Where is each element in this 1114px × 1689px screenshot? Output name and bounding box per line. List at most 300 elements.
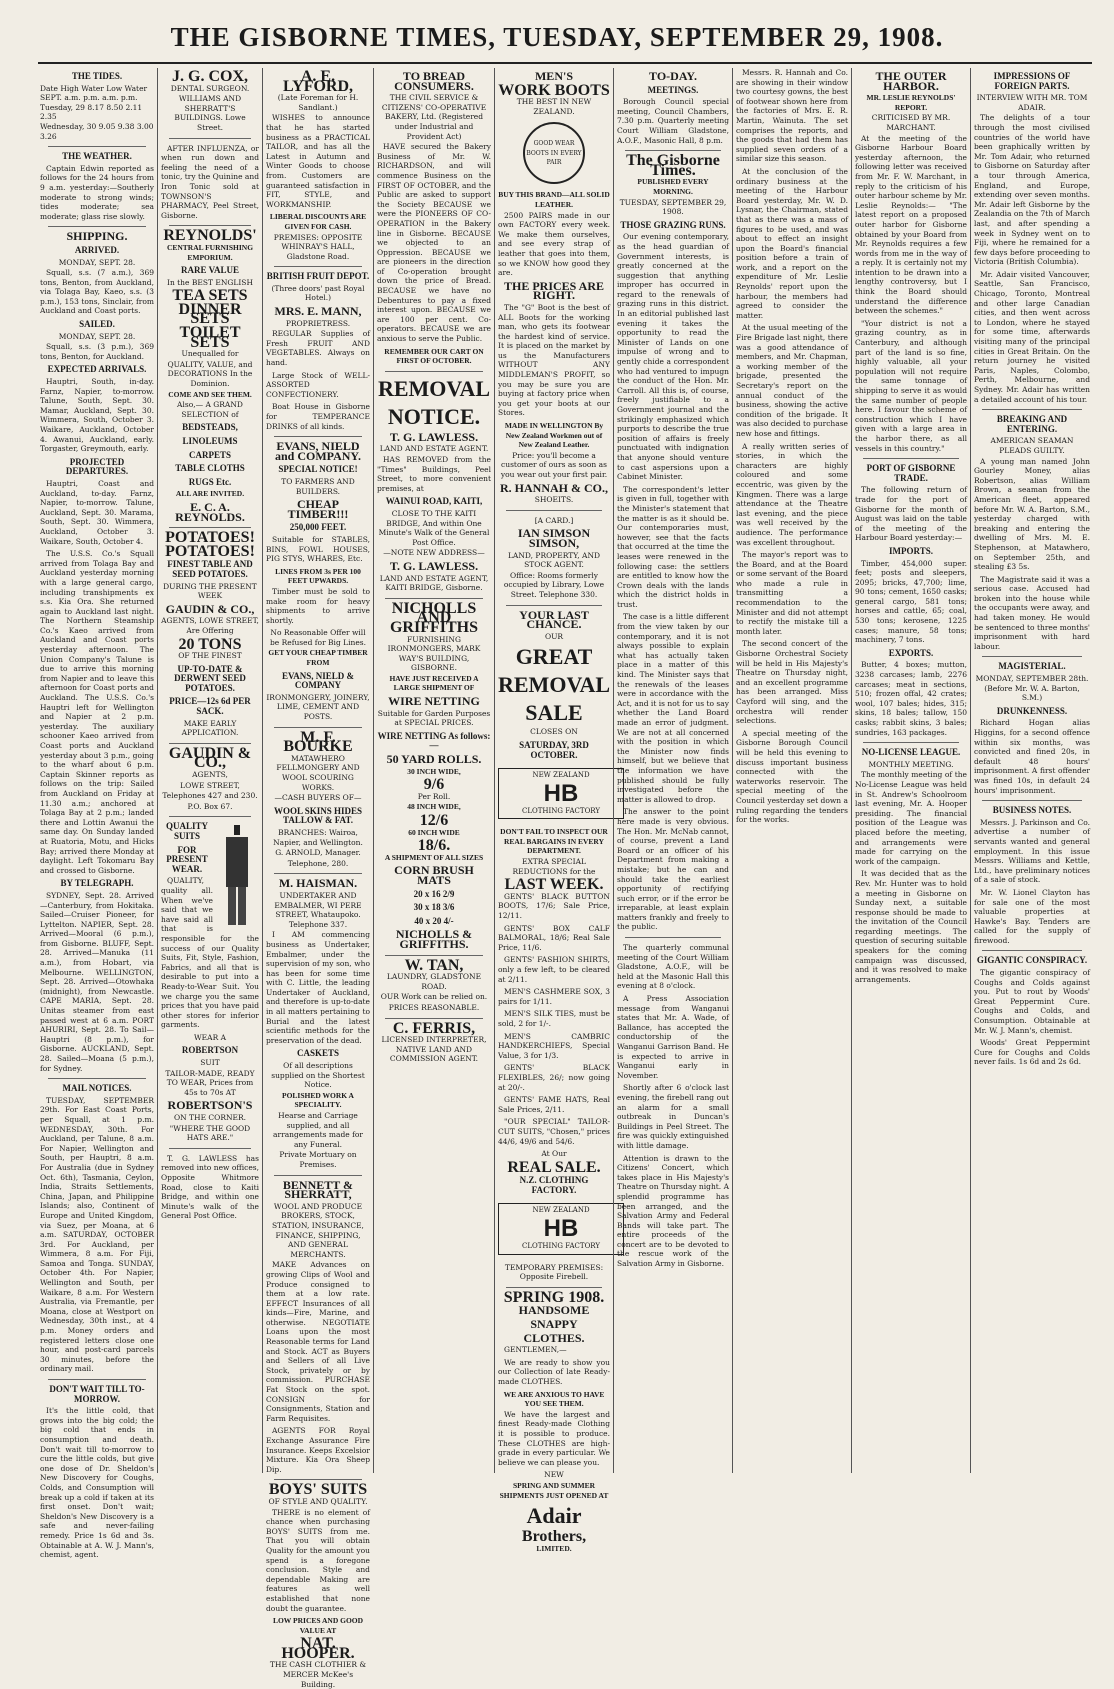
- badge-text: GOOD WEAR BOOTS IN EVERY PAIR: [526, 139, 582, 167]
- toilet-sets: TOILET SETS: [179, 324, 241, 351]
- closes-on: CLOSES ON: [530, 727, 578, 737]
- sale: SALE: [525, 700, 583, 726]
- nicholls-sub: FURNISHING IRONMONGERS, MARK WAY'S BUILDING, GISBORNE.: [387, 634, 481, 673]
- boys-text: THERE is no element of chance when purchasing BOYS' SUITS from me. That you will obtain Quality for the amount you spend is a foregone conclusion. Style and dependable Making are features as well established that none doubt the guarantee.: [266, 1507, 370, 1613]
- fruit-depot-sub: (Three doors' past Royal Hotel.): [271, 283, 365, 303]
- tides-row: SEPT. a.m. p.m. a.m. p.m.: [40, 93, 138, 103]
- projected-text: Hauptri, Coast and Auckland, to-day. Farnz, Napier, to-morrow. Talune, Auckland, Sept. 30. Marama, South, Sept. 30. Wimmera, Auckland, October 3. Waikare, South, October 4.: [40, 478, 154, 546]
- lyford-premises: PREMISES: OPPOSITE WHINRAY'S HALL, Gladstone Road.: [273, 232, 363, 261]
- sale-item: GENTS' BLACK BUTTON BOOTS, 17/6; Sale Price, 12/11.: [498, 891, 610, 921]
- laundry: LAUNDRY, GLADSTONE ROAD.: [386, 972, 482, 991]
- divider: [625, 937, 721, 938]
- descriptions: Of all descriptions supplied on the Shortest Notice.: [271, 1061, 365, 1090]
- breaking-text: A young man named John Gourley Money, alias Robertson, alias William Brown, a seaman from the American fleet, appeared before Mr. W. A. Barton, S.M., yesterday charged with breaking and entering the dwelling of Mrs. M. E. Stephenson, at Matawhero, on September 25th, and stealing £3 5s.: [974, 456, 1090, 572]
- breaking-text-2: The Magistrate said it was a serious case. Accused had broken into the house while the occupants were away, and had taken money. He would be sentenced to three months' imprisonment with hard labour.: [974, 574, 1090, 651]
- present-week: DURING THE PRESENT WEEK: [163, 581, 257, 601]
- quality-suits: QUALITY SUITS: [165, 821, 208, 841]
- tomorrow-heading: DON'T WAIT TILL TO-MORROW.: [49, 1384, 145, 1404]
- impressions-text-2: Mr. Adair visited Vancouver, Seattle, San Francisco, Chicago, Toronto, Montreal and other large Canadian cities, and then went across to London, where he stayed for some time, afterwards visiting many of the principal cities in Great Britain. On the return journey he visited Paris, Naples, Colombo, Perth, Melbourne, and Sydney. Mr. Adair has written a detailed account of his tour.: [974, 269, 1090, 404]
- divider: [625, 150, 721, 151]
- divider: [506, 510, 602, 511]
- confectionery: Large Stock of WELL-ASSORTED CONFECTIONERY.: [266, 370, 370, 399]
- mann-name: MRS. E. MANN,: [274, 304, 362, 319]
- column-rule: [157, 68, 158, 1473]
- fifty-yard: 50 YARD ROLLS.: [386, 752, 482, 767]
- haisman-sub: UNDERTAKER AND EMBALMER, WI PERE STREET, Whataupoko. Telephone 337.: [274, 890, 362, 929]
- logo-nz: NEW ZEALAND: [532, 1206, 590, 1215]
- fruit-depot: BRITISH FRUIT DEPOT.: [266, 271, 370, 282]
- editorial-paragraph: Attention is drawn to the Citizens' Concert, which takes place in His Majesty's Theatre on Thursday night. A splendid programme has been arranged, and the Salvation Army and Federal Bands will take part. The entire proceeds of the concert are to be devoted to the rescue work of the Salvation Army in Gisborne.: [617, 1153, 729, 1269]
- divider: [385, 955, 483, 956]
- editorial-paragraph: Shortly after 6 o'clock last evening, the firebell rang out an alarm for a small outbreak in Duncan's Buildings in Peel Street. The fire was quickly extinguished with little damage.: [617, 1083, 729, 1150]
- haisman-name: M. HAISMAN.: [278, 876, 358, 891]
- editorial-paragraph: Our evening contemporary, as the head guardian of Government interests, is greatly concerned at the suggestion that anything improper has occurred in regard to the renewals of grazing runs in this district. In an editorial published last evening it takes the opportunity to read the Minister of Lands on one impulse of wrong and to gently chide a correspondent who had ventured to impugn the conduct of the Hon. Mr. Carroll. All this is, of course, freely justifiable to a Government journal and the strikingly emphasized which purports to describe the true position of affairs is freely punctuated with indignation that anyone should venture to cast aspersions upon a Cabinet Minister.: [617, 232, 729, 482]
- dinner-sets: DINNER SETS: [178, 300, 242, 328]
- cox-title: DENTAL SURGEON.: [170, 83, 250, 93]
- gaudin-name-2: GAUDIN & CO.,: [168, 744, 252, 772]
- tea-sets: TEA SETS: [172, 287, 248, 305]
- tides-row: Date High Water Low Water: [40, 83, 148, 93]
- sale-item: "OUR SPECIAL" TAILOR-CUT SUITS, "Chosen," prices 44/6, 49/6 and 54/6.: [498, 1117, 610, 1146]
- suit-label: SUIT: [200, 1058, 220, 1068]
- good-hats: "WHERE THE GOOD HATS ARE.": [169, 1123, 251, 1143]
- price-60: 18/6.: [417, 837, 451, 855]
- sailed-date: MONDAY, SEPT. 28.: [58, 331, 136, 341]
- gaudin-address: AGENTS, LOWE STREET, Are Offering: [161, 616, 259, 635]
- ferris-sub: LICENSED INTERPRETER, NATIVE LAND AND COMMISSION AGENT.: [381, 1035, 487, 1064]
- no-license-heading: NO-LICENSE LEAGUE.: [861, 747, 961, 758]
- new-label: NEW: [544, 1470, 564, 1480]
- hearse: Hearse and Carriage supplied, and all arrangements made for any Funeral.: [273, 1111, 363, 1149]
- wire-sub: Suitable for Garden Purposes at SPECIAL PRICES.: [377, 708, 491, 728]
- potatoes-1: POTATOES!: [165, 529, 255, 547]
- exports-heading: EXPORTS.: [888, 647, 934, 658]
- column-harbour: [855, 68, 967, 1473]
- editorial-paragraph: The correspondent's letter is given in full, together with the Minister's statement that the matter is as it should be. Our contemporaries must, however, see that the facts that occurred at the time the leases were renewed in the following case: the settlers are entitled to know how the Crown deals with the lands which the district holds in trust.: [617, 484, 729, 609]
- bread-text: HAVE secured the Bakery Business of Mr. W. RICHARDSON, and will commence Business on the FIRST OF OCTOBER, and the Public are asked to support the Society BECAUSE we were the PIONEERS OF CO-OPERATION in the Bakery line in Gisborne. BECAUSE we objected to an Oppression. BECAUSE we are pioneers in the direction of Co-operation brought down the price of Bread. BECAUSE we have no Debentures to pay a fixed interest upon. BECAUSE we are 100 per cent. Co-operators. BECAUSE we are anxious to serve the Public.: [377, 142, 491, 344]
- mails-text: TUESDAY, SEPTEMBER 29th. For East Coast Ports, per Squall, at 1 p.m. WEDNESDAY, 30th. For Auckland, per Talune, 8 a.m. For Napier, Wellington and South, per Hauptri, 8 a.m. For Australia (due in Sydney Oct. 6th), Tasmania, Ceylon, India, Straits Settlements, China, Japan, and Philippine Islands; also, Continent of Europe and United Kingdom, via Suez, per Moana, at 6 a.m. SATURDAY, OCTOBER 3rd. For Auckland, per Wimmera, 8 a.m. For Fiji, Samoa and Tonga. SUNDAY, October 4th. For Napier, Wellington and South, per Waikare, 8 a.m. For Western Australia, via Fremantle, per Moana, close at Westport on Wednesday, 30th inst., at 4 p.m. Money orders and registered letters close one hour, and post-card parcels 30 minutes, before the ordinary mail.: [40, 1095, 154, 1374]
- news-paragraph: A really written series of stories, in which the characters are highly coloured and some eccentric, was given by the Kingmen. There was a large attendance at the Theatre last evening, and the piece was well received by the audience. The performance was excellent throughout.: [736, 441, 848, 547]
- divider: [274, 266, 362, 267]
- bourke-name: M. F. BOURKE: [283, 728, 353, 756]
- telegraph-text: SYDNEY, Sept. 28. Arrived—Canterbury, from Hokitaka. Sailed—Cruiser Pioneer, for Lyttelton. NAPIER, Sept. 28. Arrived—Mooral (6 p.m.), from Gisborne. BLUFF, Sept. 28. Arrived—Manuka (11 a.m.), from Hobart, via Melbourne. WELLINGTON, Sept. 28. Arrived—Otowhaka (midnight), from Newcastle. CAPE MARIA, Sept. 28. Unitas steamer from east passed west at 6 a.m. PORT AHURIRI, Sept. 28. To Sail—Hauptri (8 p.m.), for Gisborne. AUCKLAND, Sept. 28. Sailed—Moana (5 p.m.), for Sydney.: [40, 890, 154, 1073]
- wool-skins: WOOL SKINS HIDES TALLOW & FAT.: [273, 805, 363, 826]
- divider: [385, 1018, 483, 1019]
- column-ads-1: [161, 68, 259, 1473]
- column-rule: [613, 68, 614, 1473]
- best-in-nz: THE BEST IN NEW ZEALAND.: [516, 97, 592, 116]
- tailor-made: TAILOR-MADE, READY TO WEAR, Prices from 45s to 70s AT: [165, 1068, 255, 1097]
- prices-reasonable: PRICES REASONABLE.: [388, 1002, 480, 1012]
- unequalled: Unequalled for: [181, 349, 239, 359]
- conspiracy-text: The gigantic conspiracy of Coughs and Colds against you. Put to rout by Woods' Great Peppermint Cure. Coughs and Colds, and Consumption. Obtainable at Mr. W. J. Mann's, chemist.: [974, 968, 1090, 1035]
- divider: [982, 950, 1082, 951]
- no-license-sub: MONTHLY MEETING.: [868, 759, 954, 769]
- clothes: CLOTHES.: [523, 1330, 585, 1345]
- removal-heading: REMOVAL: [377, 375, 491, 401]
- table-cloths: TABLE CLOTHS: [175, 463, 245, 474]
- mat-price-row: 30 x 18 3/6: [413, 902, 455, 913]
- column-rule: [970, 68, 971, 1473]
- mat-price-row: 40 x 20 4/-: [414, 915, 454, 926]
- rare-value-2: In the BEST ENGLISH: [166, 277, 253, 287]
- column-local-news: [736, 68, 848, 1473]
- editorial-paragraph: The quarterly communal meeting of the Court William Gladstone, A.O.F., will be held at the Masonic Hall this evening at 8 o'clock.: [617, 943, 729, 991]
- width-48: 48 INCH WIDE,: [407, 802, 461, 812]
- divider: [274, 727, 362, 728]
- column-rule: [851, 68, 852, 1473]
- rare-value: RARE VALUE: [181, 265, 239, 276]
- rugs: RUGS Etc.: [188, 476, 232, 487]
- sale-item: MEN'S SILK TIES, must be sold, 2 for 1/-.: [498, 1009, 610, 1028]
- column-rule: [732, 68, 733, 1473]
- lyford-text: WISHES to announce that he has started business as a PRACTICAL TAILOR, and has all the Latest in Autumn and Winter Goods to choose from. Customers are guaranteed satisfaction in FIT, STYLE, and WORKMANSHIP.: [266, 113, 370, 209]
- price-48: 12/6: [419, 812, 449, 829]
- twenty-tons: 20 TONS: [178, 635, 242, 653]
- bread-sub: THE CIVIL SERVICE & CITIZENS' CO-OPERATIVE BAKERY, Ltd. (Registered under Industrial and Provident Act): [381, 93, 487, 141]
- outer-harbor-sub: MR. LESLIE REYNOLDS' REPORT.: [866, 93, 956, 112]
- tides-row: Tuesday, 29 8.17 8.50 2.11 2.35: [40, 102, 143, 122]
- divider: [48, 1379, 146, 1380]
- handsome: HANDSOME: [518, 1303, 590, 1318]
- evans-nield-2: EVANS, NIELD & COMPANY: [281, 670, 355, 691]
- masthead-rule: [38, 62, 1092, 64]
- gaudin-street: LOWE STREET,: [180, 780, 240, 790]
- lawless-text: HAS REMOVED from the "Times" Buildings, Peel Street, to more convenient premises, at: [377, 455, 491, 493]
- simson-sub: LAND, PROPERTY, AND STOCK AGENT.: [507, 550, 601, 570]
- outer-harbor-text: At the meeting of the Gisborne Harbour Board yesterday afternoon, the following letter was received from Mr. F. W. Marchant, in reply to the criticism of his outer harbour scheme by Mr. Leslie Reynolds:— "The latest report on a proposed outer harbor for Gisborne obtained by your Board from Mr. Reynolds requires a few words from me in the way of a reply. It is certainly not my intention to be drawn into a lengthy controversy, but I think the Board should understand the difference between the schemes.": [855, 133, 967, 316]
- arrived-date: MONDAY, SEPT. 28.: [58, 257, 136, 267]
- corn-brush-mats: CORN BRUSH MATS: [394, 863, 474, 887]
- mat-price-row: 20 x 16 2/9: [413, 888, 455, 899]
- spring-summer: SPRING AND SUMMER SHIPMENTS JUST OPENED AT: [499, 1480, 609, 1500]
- sale-item: MEN'S CAMBRIC HANDKERCHIEFS, Special Value, 3 for 1/3.: [498, 1031, 610, 1060]
- divider: [48, 146, 146, 147]
- nicholls-text: HAVE JUST RECEIVED A LARGE SHIPMENT OF: [389, 673, 479, 693]
- business-text: Messrs. J. Parkinson and Co. advertise a number of servants wanted and general employment. In this issue Messrs. Williams and Kettle, Ltd., have preliminary notices of a sale of stock.: [974, 817, 1090, 885]
- editorial-date: TUESDAY, SEPTEMBER 29, 1908.: [619, 197, 727, 217]
- business-heading: BUSINESS NOTES.: [992, 805, 1072, 816]
- tides-heading: THE TIDES.: [71, 71, 123, 81]
- gaudin-agents: AGENTS,: [192, 770, 228, 780]
- derwent: UP-TO-DATE & DERWENT SEED POTATOES.: [174, 663, 246, 693]
- cox-address: WILLIAMS AND SHERRATT'S BUILDINGS. Lowe Street.: [174, 94, 246, 132]
- port-trade-text: The following return of trade for the port of Gisborne for the month of August was laid on the table of the meeting of the Harbour Board yesterday:—: [855, 485, 967, 543]
- wire-netting-2: WIRE NETTING As follows:—: [377, 730, 491, 751]
- column-editorial: [617, 68, 729, 1473]
- news-paragraph: The mayor's report was to the Board, and at the Board or some servant of the Board who made a rule in transmitting a recommendation to the Minister and did not attempt to rectify the mistake till a month later.: [736, 550, 848, 636]
- column-shipping: [40, 68, 154, 1560]
- work-boots: WORK BOOTS: [498, 81, 610, 99]
- at-our: At Our: [541, 1149, 567, 1159]
- divider: [48, 1078, 146, 1079]
- editorial-paragraph: The answer to the point here made is very obvious. The Hon. Mr. McNab cannot, of course, prevent a Land Board or an officer of his Department from making a mistake; but he can and should take the earliest opportunity of rectifying such error, or if the error be irreparable, at least explain matters frankly and freely to the public.: [617, 807, 729, 932]
- lyford-sub: (Late Foreman for H. Sandlant.): [277, 93, 359, 112]
- price-30: 9/6: [423, 776, 445, 794]
- boys-sub: OF STYLE AND QUALITY.: [268, 1496, 368, 1506]
- closing-date: SATURDAY, 3RD OCTOBER.: [519, 739, 589, 760]
- per-roll: Per Roll.: [417, 791, 451, 801]
- divider: [48, 226, 146, 227]
- removal: REMOVAL: [498, 672, 611, 698]
- column-news-right: [974, 68, 1090, 1473]
- divider: [169, 816, 251, 817]
- bennett-sherratt: BENNETT & SHERRATT,: [282, 1177, 354, 1202]
- magisterial-sub: MONDAY, SEPTEMBER 28th. (Before Mr. W. A. Barton, S.M.): [975, 674, 1089, 703]
- gentlemen-text: We are ready to show you our Collection of late Ready-made CLOTHES.: [498, 1357, 610, 1386]
- inspect-bargains: DON'T FAIL TO INSPECT OUR REAL BARGAINS IN EVERY DEPARTMENT.: [500, 827, 608, 856]
- timber-feet: 250,000 FEET.: [289, 522, 347, 533]
- lyford-name: A. E. LYFORD,: [282, 68, 354, 95]
- notice-heading: NOTICE.: [387, 403, 481, 429]
- port-trade-heading: PORT OF GISBORNE TRADE.: [866, 463, 956, 483]
- divider: [506, 1287, 602, 1288]
- man-figure-illustration: [216, 825, 256, 925]
- lawless-sub-2: LAND AND ESTATE AGENT, KAITI BRIDGE, Gisborne.: [379, 573, 489, 593]
- real-sale: REAL SALE.: [507, 1158, 601, 1176]
- divider: [863, 742, 959, 743]
- news-paragraph: A special meeting of the Gisborne Borough Council will be held this evening to discuss important business connected with the waterworks reservoir. The special meeting of the Council yesterday set down a ruling regarding the tenders for the works.: [736, 728, 848, 825]
- projected-heading: PROJECTED DEPARTURES.: [65, 456, 129, 477]
- anxious-text: We have the largest and finest Ready-made Clothing it is possible to produce. These CLOTHES are high-grade in every particular. We believe we can please you.: [498, 1409, 610, 1467]
- divider: [982, 656, 1082, 657]
- tides-row: Wednesday, 30 9.05 9.38 3.00 3.26: [40, 121, 154, 141]
- nz-clothing-factory: N.Z. CLOTHING FACTORY.: [519, 1175, 589, 1195]
- bourke-phone: Telephone, 280.: [287, 858, 349, 868]
- imports-text: Timber, 454,000 super. feet; posts and sleepers, 2095; bricks, 47,700; lime, 90 tons; cement, 1650 casks; general cargo, 581 tons; horses and cattle, 65; coal, 530 tons; kerosene, 1225 cases; manure, 58 tons; machinery, 7 tons.: [855, 558, 967, 645]
- column-rule: [262, 68, 263, 1473]
- telegraph-heading: BY TELEGRAPH.: [60, 878, 134, 889]
- potatoes-2: POTATOES!: [165, 542, 255, 560]
- ferris-name: C. FERRIS,: [392, 1019, 476, 1037]
- made-in-wellington: MADE IN WELLINGTON By New Zealand Workmen out of New Zealand Leather.: [504, 421, 604, 450]
- magisterial-heading: MAGISTERIAL.: [998, 661, 1066, 672]
- weather-heading: THE WEATHER.: [62, 151, 132, 162]
- arnold-manager: G. ARNOLD, Manager.: [275, 848, 361, 858]
- lawless-name-2: T. G. LAWLESS.: [389, 558, 479, 573]
- divider: [385, 371, 483, 372]
- our-label: OUR: [544, 631, 564, 641]
- last-chance: YOUR LAST CHANCE.: [519, 607, 589, 632]
- make-application: MAKE EARLY APPLICATION.: [181, 718, 239, 738]
- imports-heading: IMPORTS.: [889, 545, 933, 556]
- potato-price: PRICE—12s 6d PER SACK.: [169, 696, 251, 717]
- caskets: CASKETS: [296, 1048, 340, 1059]
- masthead: THE GISBORNE TIMES, TUESDAY, SEPTEMBER 29, 1908.: [170, 22, 944, 52]
- logo-hb: HB: [543, 779, 579, 807]
- news-paragraph: Messrs. R. Hannah and Co. are showing in their window two courtesy gowns, the best of footwear shown here from the factories of Mrs. E. R. Martin, Wainuta. The set comprises the reports, and the goods that had them has supplied seven orders of a similar size this season.: [736, 68, 848, 164]
- paper-title: The Gisborne Times.: [626, 152, 720, 179]
- also-text: Also,— A GRAND SELECTION of: [177, 400, 243, 419]
- farmers-builders: TO FARMERS AND BUILDERS.: [281, 476, 355, 496]
- reasonable-offer: No Reasonable Offer will be Refused for Big Lines.: [269, 628, 367, 647]
- sale-item: GENTS' BOX CALF BALMORAL, 18/6; Real Sale Price, 11/6.: [498, 923, 610, 952]
- outer-harbor-heading: THE OUTER HARBOR.: [875, 69, 947, 93]
- sale-item: GENTS' BLACK FLEXIBLES, 26/; now going at 20/-.: [498, 1063, 610, 1092]
- lawless-sub: LAND AND ESTATE AGENT.: [379, 444, 489, 454]
- nicholls-griffiths-2: NICHOLLS & GRIFFITHS.: [395, 927, 473, 951]
- published-every-morning: PUBLISHED EVERY MORNING.: [637, 177, 709, 196]
- ironmongery: IRONMONGERY, JOINERY, LIME, CEMENT AND POSTS.: [266, 692, 370, 722]
- on-the-corner: ON THE CORNER.: [173, 1113, 247, 1123]
- bennett-sub: WOOL AND PRODUCE BROKERS, STOCK, STATION, INSURANCE, FINANCE, SHIPPING, AND GENERAL MERCHANTS.: [272, 1201, 364, 1259]
- hannah-name: R. HANNAH & CO.,: [500, 480, 608, 495]
- shipping-news: The U.S.S. Co.'s Squall arrived from Tolaga Bay and Auckland yesterday morning with a large general cargo, including transhipments ex s.s. Kia Ora. She returned again to Auckland last night. The Northern Steamship Co.'s Kaeo arrived from Auckland and Coast ports yesterday afternoon. The Union Company's Talune is due to arrive this morning from Napier and to leave this afternoon for Coast ports and Auckland. The U.S.S. Co.'s Hauptri left for Wellington and Napier at 2 p.m. yesterday. The auxiliary schooner Kaeo arrived from Coast ports and Auckland yesterday about 3 p.m., going to the wharf about 6 p.m. Captain Skinner reports as follows on the trip: Sailed from Auckland on Friday at 11.30 a.m.; anchored at Tolaga Bay at 2 p.m.; landed there and Lottin Awanui the same day. On Sunday landed at Ruatoria, Motu, and Hicks Bay; arrived there Monday at daylight. Left Tokomaru Bay and crossed to Gisborne.: [40, 549, 154, 875]
- mens: MEN'S: [534, 69, 573, 83]
- adair: Adair: [526, 1503, 582, 1529]
- cox-text: AFTER INFLUENZA, or when run down and feeling the need of a tonic, try the Quinine and Iron Tonic sold at TOWNSON'S PHARMACY, Peel Street, Gisborne.: [161, 143, 259, 220]
- tan-name: W. TAN,: [404, 956, 464, 974]
- reynolds-heading: REYNOLDS': [163, 227, 257, 245]
- hb-clothing-logo: [498, 768, 624, 819]
- prices-right: THE PRICES ARE RIGHT.: [503, 278, 605, 303]
- timber-note: Timber must be sold to make room for heavy shipments to arrive shortly.: [266, 586, 370, 625]
- bennett-text: MAKE Advances on growing Clips of Wool and Produce consigned to them at a low rate. EFFECT Insurances of all kinds—Fire, Marine, and otherwise. NEGOTIATE Loans upon the most Reasonable terms for Land and Stock. ACT as Buyers and Sellers of all Live Stock, privately or by commission. PURCHASE Fat Stock on the spot. CONSIGN for Consignments, Station and Farm Requisites.: [266, 1260, 370, 1423]
- evans-nield: EVANS, NIELD and COMPANY.: [274, 439, 361, 463]
- news-paragraph: At the conclusion of the ordinary business at the meeting of the Harbour Board yesterday, Mr. W. D. Lysnar, the Chairman, stated that as there was a mass of figures to be used, and was about to effect an insight upon the Board's financial position before a train of work, and a report on the expenditure of Mr. Leslie Reynolds' report upon the harbour, the members had agreed to consider the matter.: [736, 166, 848, 320]
- column-rule: [494, 68, 495, 1473]
- simson-name: IAN SIMSON SIMSON,: [517, 526, 591, 550]
- cheap-timber: CHEAP TIMBER!!!: [287, 497, 349, 521]
- special-notice: SPECIAL NOTICE!: [278, 464, 358, 475]
- divider: [169, 743, 251, 744]
- regular-supplies: REGULAR Supplies of Fresh FRUIT AND VEGETABLES. Always on hand.: [266, 329, 370, 368]
- sale-item: MEN'S CASHMERE SOX, 3 pairs for 1/11.: [498, 987, 610, 1006]
- tides-table: [40, 84, 154, 142]
- divider: [506, 605, 602, 606]
- today-heading: TO-DAY.: [649, 69, 697, 83]
- criticised: CRITICISED BY MR. MARCHANT.: [871, 113, 951, 132]
- editorial-paragraph: The case is a little different from the view taken by our contemporary, and it is not always possible to explain what has actually taken place in a matter of this kind. The Minister says that the renewals of the leases were in accordance with the Act, and it is not for us to say whether the Land Board made an error of judgment. We are not at all concerned with the position in which the Minister now finds himself, but we believe that the information we have published should be fully investigated before the matter is allowed to drop.: [617, 612, 729, 804]
- hooper-name: NAT. HOOPER.: [281, 1635, 355, 1662]
- anxious: WE ARE ANXIOUS TO HAVE YOU SEE THEM.: [503, 1389, 605, 1409]
- weather-text: Captain Edwin reported as follows for the 24 hours from 9 a.m. yesterday:—Southerly moderate to strong winds; tides moderate; sea moderate; glass rise slowly.: [40, 163, 154, 221]
- last-week: LAST WEEK.: [504, 876, 604, 894]
- gaudin-name: GAUDIN & CO.,: [165, 601, 255, 616]
- bourke-sub: MATAWHERO FELLMONGERY AND WOOL SCOURING WORKS.: [276, 753, 360, 792]
- drunkenness-heading: DRUNKENNESS.: [996, 705, 1068, 716]
- divider: [982, 409, 1082, 410]
- divider: [274, 1175, 362, 1176]
- get-timber: GET YOUR CHEAP TIMBER FROM: [268, 648, 368, 668]
- limited: LIMITED.: [536, 1543, 572, 1553]
- divider: [274, 873, 362, 874]
- outer-harbor-text-2: "Your district is not a grazing country, as in Canterbury, and although part of the land is so fine, highly valuable, all your population will not require the same tonnage of shipping to serve it as would the same number of people here. I favour the scheme of construction which I have given with a large area in the harbor there, as all vessels in this country.": [855, 318, 967, 453]
- sailed-text: Squall, s.s. (3 p.m.), 369 tons, Benton, for Auckland.: [40, 342, 154, 361]
- linoleums: LINOLEUMS: [182, 436, 238, 446]
- haisman-text: I AM commencing business as Undertaker, Embalmer, under the supervision of my son, who has been for some time with C. Little, the leading Undertaker of Auckland, and therefore is up-to-date in all matters pertaining to Burial and the latest scientific methods for the preservation of the dead.: [266, 930, 370, 1045]
- all-invited: ALL ARE INVITED.: [175, 489, 245, 499]
- pairs-text: 2500 PAIRS made in our own FACTORY every week. We make them ourselves, and see every strap of leather that goes into them, so we KNOW how good they are.: [498, 210, 610, 278]
- breaking-sub: AMERICAN SEAMAN PLEADS GUILTY.: [990, 436, 1074, 455]
- hooper-sub: THE CASH CLOTHIER & MERCER McKee's Building.: [269, 1660, 367, 1689]
- sale-item: GENTS' FAME HATS, Real Sale Prices, 2/11.: [498, 1095, 610, 1114]
- polished-work: POLISHED WORK A SPECIALITY.: [282, 1090, 354, 1110]
- boys-suits: BOYS' SUITS: [268, 1481, 368, 1499]
- good-wear-badge-icon: [523, 122, 585, 184]
- quality-text: QUALITY, VALUE, and DECORATIONS In the Dominion.: [167, 359, 253, 389]
- meetings-text: Borough Council special meeting, Council Chambers, 7.30 p.m. Quarterly meeting Court William Gladstone, A.O.F., Masonic Hall, 8 p.m.: [617, 97, 729, 145]
- shipment-sizes: A SHIPMENT OF ALL SIZES: [384, 852, 484, 862]
- mails-heading: MAIL NOTICES.: [62, 1083, 132, 1094]
- low-prices: LOW PRICES AND GOOD VALUE AT: [272, 1616, 364, 1635]
- no-license-text-2: It was decided that as the Rev. Mr. Hunter was to hold a meeting in Gisborne on Sunday next, a suitable response should be made to the invitation of the Council regarding meetings. The question of securing suitable speakers for the coming campaign was discussed, and it was resolved to make arrangements.: [855, 869, 967, 984]
- hb-clothing-logo-2: [498, 1203, 624, 1254]
- divider: [982, 800, 1082, 801]
- column-ads-3: [377, 68, 491, 1473]
- card-label: [A CARD.]: [534, 515, 574, 525]
- carpets: CARPETS: [188, 449, 231, 460]
- temporary-premises: TEMPORARY PREMISES: Opposite Firebell.: [504, 1262, 604, 1282]
- gentlemen: GENTLEMEN,—: [504, 1345, 567, 1355]
- conspiracy-heading: GIGANTIC CONSPIRACY.: [976, 955, 1088, 966]
- arrived-heading: ARRIVED.: [74, 244, 120, 255]
- bread-heading: TO BREAD CONSUMERS.: [394, 69, 474, 93]
- prices-text: The "G" Boot is the best of ALL Boots for the working man, who gets its footwear the hardest kind of service. It is placed on the market by us the Manufacturers WITHOUT ANY MIDDLEMAN'S PROFIT, so you may be sure you are buying at factory price when you get your boots at our Stores.: [498, 302, 610, 418]
- robertson: ROBERTSON: [181, 1045, 239, 1056]
- come-see: COME AND SEE THEM.: [168, 389, 252, 399]
- reynolds-subheading: CENTRAL FURNISHING EMPORIUM.: [166, 242, 254, 262]
- great: GREAT: [515, 644, 593, 670]
- boat-house: Boat House in Gisborne for TEMPERANCE DRINKS of all kinds.: [266, 402, 370, 431]
- divider: [169, 527, 251, 528]
- wainui-sub: CLOSE TO THE KAITI BRIDGE, And within One Minute's Walk of the General Post Office.: [378, 508, 490, 547]
- news-paragraph: At the usual meeting of the Fire Brigade last night, there was a good attendance of members, and Mr. Chapman, a working member of the brigade, presented the Secretary's report on the annual conduct of the business, showing the active condition of the brigade. It was also decided to purchase new hose and fittings.: [736, 323, 848, 438]
- expected-heading: EXPECTED ARRIVALS.: [47, 364, 147, 375]
- lawless-name: T. G. LAWLESS.: [389, 429, 479, 444]
- meetings-heading: MEETINGS.: [647, 84, 699, 95]
- woods-cure: Woods' Great Peppermint Cure for Coughs and Colds never fails. 1s 6d and 2s 6d.: [974, 1038, 1090, 1067]
- divider: [385, 598, 483, 599]
- mann-sub: PROPRIETRESS.: [285, 318, 351, 328]
- divider: [274, 1479, 362, 1480]
- breaking-heading: BREAKING AND ENTERING.: [996, 414, 1068, 434]
- cox-name: J. G. COX,: [172, 68, 248, 85]
- present-wear: FOR PRESENT WEAR.: [166, 844, 208, 874]
- logo-factory: CLOTHING FACTORY: [522, 806, 600, 815]
- impressions-sub: INTERVIEW WITH MR. TOM ADAIR.: [976, 93, 1088, 112]
- column-rule: [373, 68, 374, 1473]
- width-60: 60 INCH WIDE: [408, 827, 460, 837]
- of-finest: OF THE FINEST: [178, 651, 242, 661]
- exports-text: Butter, 4 boxes; mutton, 3238 carcases; lamb, 2276 carcases; meat in sections, 510; frozen offal, 42 crates; wool, 107 bales; hides, 315; skins, 18 bales; tallow, 150 casks; rabbit skins, 3 bales; sundries, 163 packages.: [855, 660, 967, 737]
- bedsteads: BEDSTEADS,: [182, 422, 238, 433]
- expected-text: Hauptri, South, in-day. Farnz, Napier, to-morrow. Talune, South, Sept. 30. Mamar, Auckland, Sept. 30. Wimmera, South, October 3. Waikare, Auckland, October 4. Awanui, Auckland, early. Torgaster, Greymouth, early.: [40, 377, 154, 454]
- branches: BRANCHES: Wairoa, Napier, and Wellington.: [273, 827, 363, 847]
- editorial-paragraph: A Press Association message from Wanganui states that Mr. A. Wade, of Ballance, has accepted the conductorship of the Wanganui Garrison Band. He is expected to arrive in Wanganui early in November.: [617, 994, 729, 1080]
- divider: [169, 138, 251, 139]
- bread-cart: REMEMBER OUR CART ON FIRST OF OCTOBER.: [384, 346, 484, 366]
- finest-potatoes: FINEST TABLE AND SEED POTATOES.: [167, 559, 253, 579]
- robertsons: ROBERTSON'S: [167, 1098, 253, 1113]
- spring-1908: SPRING 1908.: [503, 1288, 605, 1306]
- brothers: Brothers,: [521, 1528, 587, 1546]
- impressions-heading: IMPRESSIONS OF FOREIGN PARTS.: [993, 71, 1071, 91]
- mortuary: Private Mortuary on Premises.: [279, 1150, 357, 1169]
- arrived-text: Squall, s.s. (7 a.m.), 369 tons, Benton, from Auckland, via Tolaga Bay, Kaeo, s.s. (3 p.m.), 153 tons, Sinclair, from Auckland and Coast ports.: [40, 268, 154, 316]
- sale-item: GENTS' FASHION SHIRTS, only a few left, to be cleared at 2/11.: [498, 955, 610, 984]
- new-address: —NOTE NEW ADDRESS—: [383, 548, 485, 558]
- timber-suitable: Suitable for STABLES, BINS, FOWL HOUSES, PIG STYS, WHARES, Etc.: [266, 534, 370, 564]
- wear-a: WEAR A: [193, 1032, 227, 1042]
- hannah-sub: SHOEITS.: [534, 495, 574, 505]
- reynolds-name: E. C. A. REYNOLDS.: [175, 499, 245, 524]
- cash-buyers: —CASH BUYERS OF—: [274, 793, 362, 803]
- gaudin-phone: Telephones 427 and 230.: [162, 791, 258, 801]
- price-note: Price: you'll become a customer of ours as soon as you wear out your first pair.: [500, 450, 608, 479]
- logo-factory: CLOTHING FACTORY: [522, 1242, 600, 1251]
- divider: [169, 225, 251, 226]
